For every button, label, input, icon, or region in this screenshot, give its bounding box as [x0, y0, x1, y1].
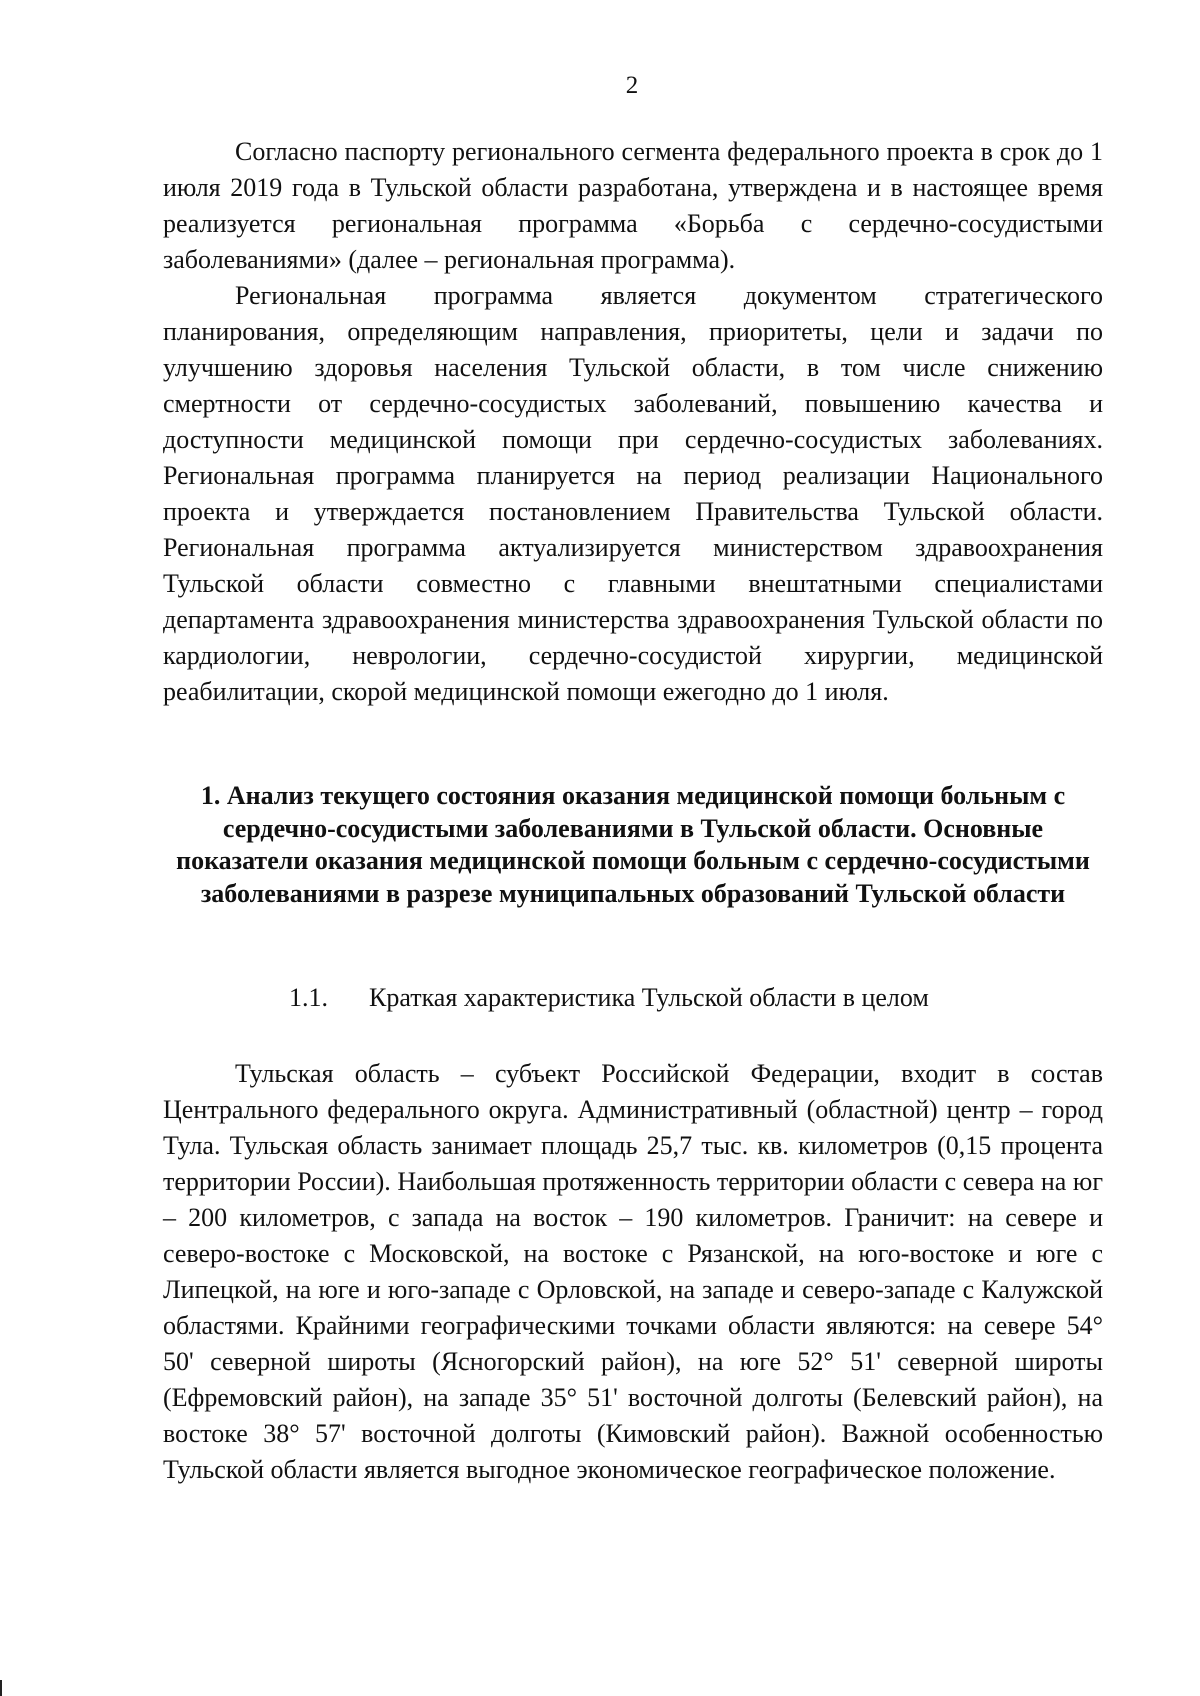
subsection-title: Краткая характеристика Тульской области в целом [369, 983, 929, 1012]
section-paragraph-1 [163, 1056, 1103, 1488]
paragraph-text: Региональная программа является документом стратегического планирования, определяющим направления, приоритеты, цели и задачи по улучшению здоровья населения Тульской области, в том числе снижению смертности от сердечно-сосудистых заболеваний, повышению качества и доступности медицинской помощи при сердечно-сосудистых заболеваниях. Региональная программа планируется на период реализации Национального проекта и утверждается постановлением Правительства Тульской области. Региональная программа актуализируется министерством здравоохранения Тульской области совместно с главными внештатными специалистами департамента здравоохранения министерства здравоохранения Тульской области по кардиологии, неврологии, сердечно-сосудистой хирургии, медицинской реабилитации, скорой медицинской помощи ежегодно до 1 июля. [163, 281, 1103, 706]
intro-paragraph-1 [163, 134, 1103, 278]
paragraph-text: Тульская область – субъект Российской Федерации, входит в состав Центрального федерального округа. Административный (областной) центр – город Тула. Тульская область занимает площадь 25,7 тыс. кв. километров (0,15 процента территории России). Наибольшая протяженность территории области с севера на юг – 200 километров, с запада на восток – 190 километров. Граничит: на севере и северо-востоке с Московской, на востоке с Рязанской, на юго-востоке и юге с Липецкой, на юге и юго-западе с Орловской, на западе и северо-западе с Калужской областями. Крайними географическими точками области являются: на севере 54° 50' северной широты (Ясногорский район), на юге 52° 51' северной широты (Ефремовский район), на западе 35° 51' восточной долготы (Белевский район), на востоке 38° 57' восточной долготы (Кимовский район). Важной особенностью Тульской области является выгодное экономическое географическое положение. [163, 1059, 1103, 1484]
subsection-heading [289, 980, 1089, 1016]
intro-paragraph-2 [163, 278, 1103, 710]
page-number: 2 [625, 72, 639, 99]
paragraph-text: Согласно паспорту регионального сегмента федерального проекта в срок до 1 июля 2019 года в Тульской области разработана, утверждена и в настоящее время реализуется региональная программа «Борьба с сердечно-сосудистыми заболеваниями» (далее – региональная программа). [163, 137, 1103, 274]
section-heading: 1. Анализ текущего состояния оказания медицинской помощи больным с сердечно-сосудистыми заболеваниями в Тульской области. Основные показатели оказания медицинской помощи больным с сердечно-сосудистыми заболеваниями в разрезе муниципальных образований Тульской области [176, 781, 1090, 908]
scan-artifact-mark [0, 1680, 2, 1696]
subsection-number: 1.1. [289, 983, 328, 1012]
